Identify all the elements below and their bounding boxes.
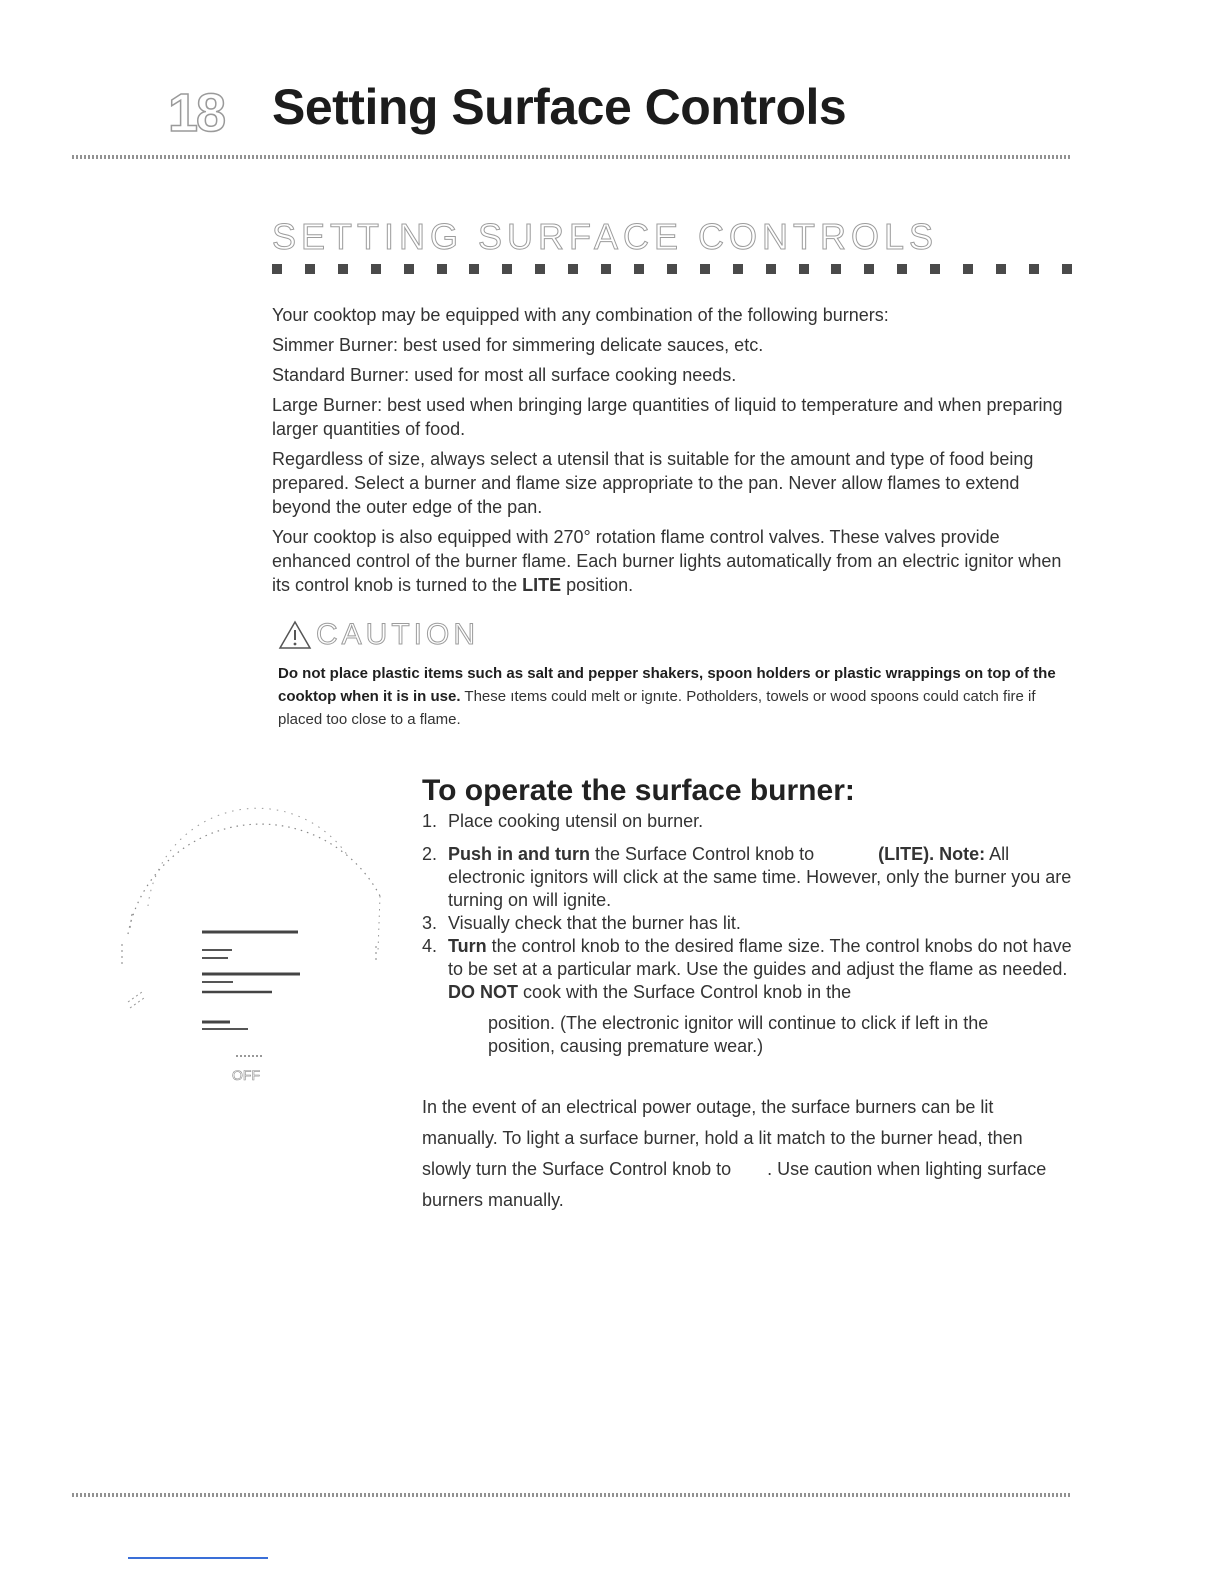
intro-paragraph: Your cooktop may be equipped with any combination of the following burners: xyxy=(272,305,889,325)
power-outage-paragraph: In the event of an electrical power outage, the surface burners can be lit manually. To light a surface burner, hold a lit match to the burner head, then slowly turn the Surface Control knob to . Use caution when lighting surface burners manually. xyxy=(422,1097,1047,1210)
operate-heading: To operate the surface burner: xyxy=(422,774,855,807)
footer-divider xyxy=(72,1493,1072,1497)
caution-title: CAUTION xyxy=(316,618,479,651)
intro-paragraph: Large Burner: best used when bringing large quantities of liquid to temperature and when preparing larger quantities of food. xyxy=(272,395,1063,439)
intro-paragraph: Standard Burner: used for most all surface cooking needs. xyxy=(272,365,737,385)
section-square-divider xyxy=(272,264,1072,276)
step-1: 1. Place cooking utensil on burner. xyxy=(422,811,704,831)
knob-off-label: OFF xyxy=(232,1067,260,1083)
intro-paragraph: Simmer Burner: best used for simmering delicate sauces, etc. xyxy=(272,335,764,355)
warning-triangle-icon xyxy=(278,620,312,650)
step-2: 2. Push in and turn the Surface Control knob to (LITE). Note: All electronic ignitors will click at the same time. However, only the burner you are turning on will ignite. xyxy=(422,844,1072,910)
control-knob-illustration xyxy=(108,776,408,1096)
page-number: 18 xyxy=(168,83,225,143)
operate-steps xyxy=(422,810,1072,1058)
caution-text: Do not place plastic items such as salt and pepper shakers, spoon holders or plastic wrappings on top of the cooktop when it is in use. These ıtems could melt or ignıte. Potholders, towels or wood spoons could catch fire if placed too close to a flame. xyxy=(278,665,1056,728)
section-heading: SETTING SURFACE CONTROLS xyxy=(272,216,939,257)
footer-accent-line xyxy=(128,1557,268,1559)
step-3: 3. Visually check that the burner has lit. xyxy=(422,913,741,933)
step-4: 4. Turn the control knob to the desired flame size. The control knobs do not have to be set at a particular mark. Use the guides and adjust the flame as needed. DO NOT cook with the Surface Control knob in the position. (The electronic ignitor will continue to click if left in the position, causing premature wear.) xyxy=(422,936,1072,1056)
valves-paragraph: Your cooktop is also equipped with 270° rotation flame control valves. These valves provide enhanced control of the burner flame. Each burner lights automatically from an electric ignitor when its control knob is turned to the LITE position. xyxy=(272,527,1062,595)
intro-text xyxy=(272,303,1072,603)
page-title: Setting Surface Controls xyxy=(272,79,847,135)
caution-box xyxy=(278,618,1078,731)
intro-paragraph: Regardless of size, always select a utensil that is suitable for the amount and type of food being prepared. Select a burner and flame size appropriate to the pan. Never allow flames to extend beyond the outer edge of the pan. xyxy=(272,449,1034,517)
header-divider xyxy=(72,155,1072,159)
